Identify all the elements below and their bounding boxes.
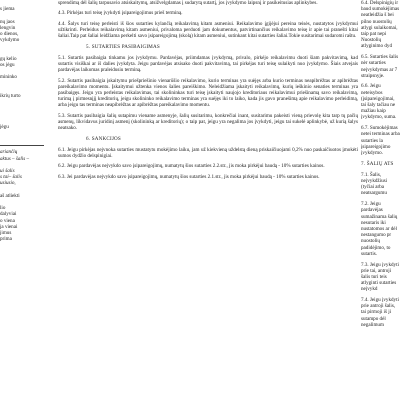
text-line: ikrių turto	[0, 92, 21, 99]
text-line: ariančių	[0, 149, 18, 156]
paragraph: 6.5. Sutarties šalis nėr sutarties neįvykdymas ar 7 straipsnyje.	[361, 54, 399, 79]
text-line: os jėgu	[0, 61, 15, 68]
paragraph: 7.2. Jeigu pardavėjas sumažinama šalių nesutaris iki nustatomos ar dėl nestangumo pr nuostolių padidėjimo, to sutartis.	[361, 201, 398, 257]
paragraph: 4.3. Pirkėjas turi teisę įvykdyti įsipareigojimus prieš terminą.	[58, 10, 183, 17]
text-line: ui šalis	[0, 168, 15, 175]
text-line: nų jaos	[0, 18, 15, 25]
text-line: s jiema	[0, 6, 15, 13]
paragraph: 6.4. Delspinigių ir baud sumokėjimas neatleidžia š bei pilno nuostolių atlygi sulaikomai, taip pat nepi Nuostolių atlyginimo dyd	[361, 0, 400, 50]
section-heading: 7. ŠALIŲ ATS	[361, 160, 394, 167]
paragraph: 6.7. Sumokėjimas netei terminas arba sutarties la įsipareigojimo įvykdymo.	[361, 125, 400, 156]
paragraph: 6.1. Jeigu pirkėjas nejvnoka sutarties mustatytu mokėjimo laiku, jam už kiekvieną uždelstą dieną priskaičiuojami 0,2% nuo paskaičiuotos įmokėti sumos dydžio delspinigiai.	[58, 146, 358, 159]
paragraph: 6.6. Jeigu neteisybos (įsipareigojimai, tai šaly tačiau ne mažiau kaip įvykdymo, suma.	[361, 83, 397, 121]
middle-column-text	[58, 0, 358, 184]
text-line	[0, 136, 46, 142]
text-line: o dienos,	[0, 30, 19, 37]
text-line: dalyviai	[0, 211, 17, 218]
paragraph: 5.1. Sutartis pasibaigia tinkamu jos įvykdymu. Pardavėjas, priimdamas įvykdymą, privalo, pirkėjo reikalavimu duoti šiam pakvitavimą, kad sutartis visiškai ar iš dalies įvykdyta. Jeigu pardavėjas atsisako duoti pakvitavimą, tai pirkėjas turi teisę sulaikyti nuo įvykdymo. Šiais atvejais pardavėjas laikomas praleidusiu terminą.	[58, 54, 358, 74]
paragraph: 4.4. Šalys turi teisę perleisti iš šios sutarties kylančią reikalavimą kitam asmeniui. Reikalavimo įgijėjui pereina teisės, nustatytos įvykdymui užtikrinti. Perleidus reikalavimą kitam asmeniui, privaloma perduoti jam dokumentus, patvirtinančius reikalavimo teisę ir apie tai pranešti kitai šaliai.Taip pat šaliai leidžiama perkelti savo įsipareigojimą (skolą) kitam asmeniui, sutinkant kitai sutarties šaliai.Tokie susitarimai sudaromi raštu.	[58, 20, 358, 40]
text-line: ja vienai	[0, 223, 18, 230]
paragraph: 5.3. Sutartis pasibaigia šalių sutapimu viename asmenyje, šalių susitarimu, konkrečiai inant, susitarimu pakeisti vieną prievolę kita tarp tų pačių asmenų, likvidavus juridinį asmenį (skolininką ar kreditorių); o taip pat, jeigu yra negalima jos įvykdyti, jeigu tai sukelė aplinkybė, už kurią šalys neatsako.	[58, 112, 358, 132]
text-line: lengvin	[0, 24, 16, 31]
section-heading: 6. SANKCIJOS	[86, 135, 121, 142]
text-line: vykdymo	[0, 37, 20, 44]
text-line: mininko	[0, 74, 17, 81]
paragraph: 6.2. Jeigu pardavėjas nejvykdo savo įsipareigojimų, numatytų šios sutarties 2.2.str., jis moka pirkėjui baudą - 10% sutarties kainos.	[58, 163, 325, 170]
text-line: lio	[0, 205, 6, 212]
text-line: s tai– šalis	[0, 174, 22, 181]
text-line: usiusio,	[0, 180, 16, 187]
paragraph: 7.4. Jeigu įvykdyti prie antroji šalis, tai pirmoji iš ji sutampo dėl negalimum	[361, 297, 399, 328]
paragraph: 7.3. Jeigu įvykdyti prie tai, antroji šalis turi teis atlyginti sutarties neįvykd	[361, 261, 399, 293]
text-line: o viena	[0, 217, 15, 224]
paragraph: 7.1. Šalis, neįvykdžiusi (tyčiai arba neatsargumu	[361, 171, 388, 197]
text-line: prima	[0, 236, 12, 243]
left-column-fragment	[0, 0, 46, 242]
right-column-fragment	[361, 0, 400, 333]
text-line: aš atliekti	[0, 192, 20, 199]
paragraph: 6.3. Jei pardavėjas nejvykdo savo įsipareigojimų, numatytų šios sutarties 2.1.str., jis moka pirkėjui baudą - 10% sutarties kainos.	[58, 173, 320, 180]
text-line: gų kelio	[0, 55, 17, 62]
text-line: jimus	[0, 230, 12, 237]
paragraph: sprendimą dėl šalių tarpusavio atsiskaitymų, atsižvelgdamas į sudarytą sutartį, jos įvykdymo laipsnį ir pasikeitusias aplinkybes.	[58, 0, 318, 6]
text-line: aktus – šalis –	[0, 155, 30, 162]
paragraph: 5.2. Sutartis pasibaigia įskaitymu priešpriešinio vienarūšio reikalavimo, kurio terminas yra suėjęs arba kurio terminas neapibrėžtas ar apibrėžtas pareikalavimo momentu. Įskaitymui užtenka vienos šalies pareiškimo. Neleidžiama įskaityti reikalavimų, kurių ieškinio senaties terminas yra pasibaigęs. Jeigu yra perleistas reikalavimas, tai skolininkas turi teisę įskaityti naujojo kreditoriaus reikalavimui priešinamą savo reikalavimą, turimą į pirmesnįjį kreditorių, jeigu skolininko reikalavimo terminas yra suėjęs iki to laiko, kada jis gavo pranešimą apie reikalavimo perleidimą, arba jeigu tas terminas neapibrėžtas ar apibrėžtas pareikalavimo momentu.	[58, 77, 358, 109]
section-heading: 5. SUTARTIES PASIBAIGIMAS	[86, 43, 160, 50]
footnote-divider	[0, 145, 44, 146]
text-line: jėgu	[0, 123, 9, 130]
